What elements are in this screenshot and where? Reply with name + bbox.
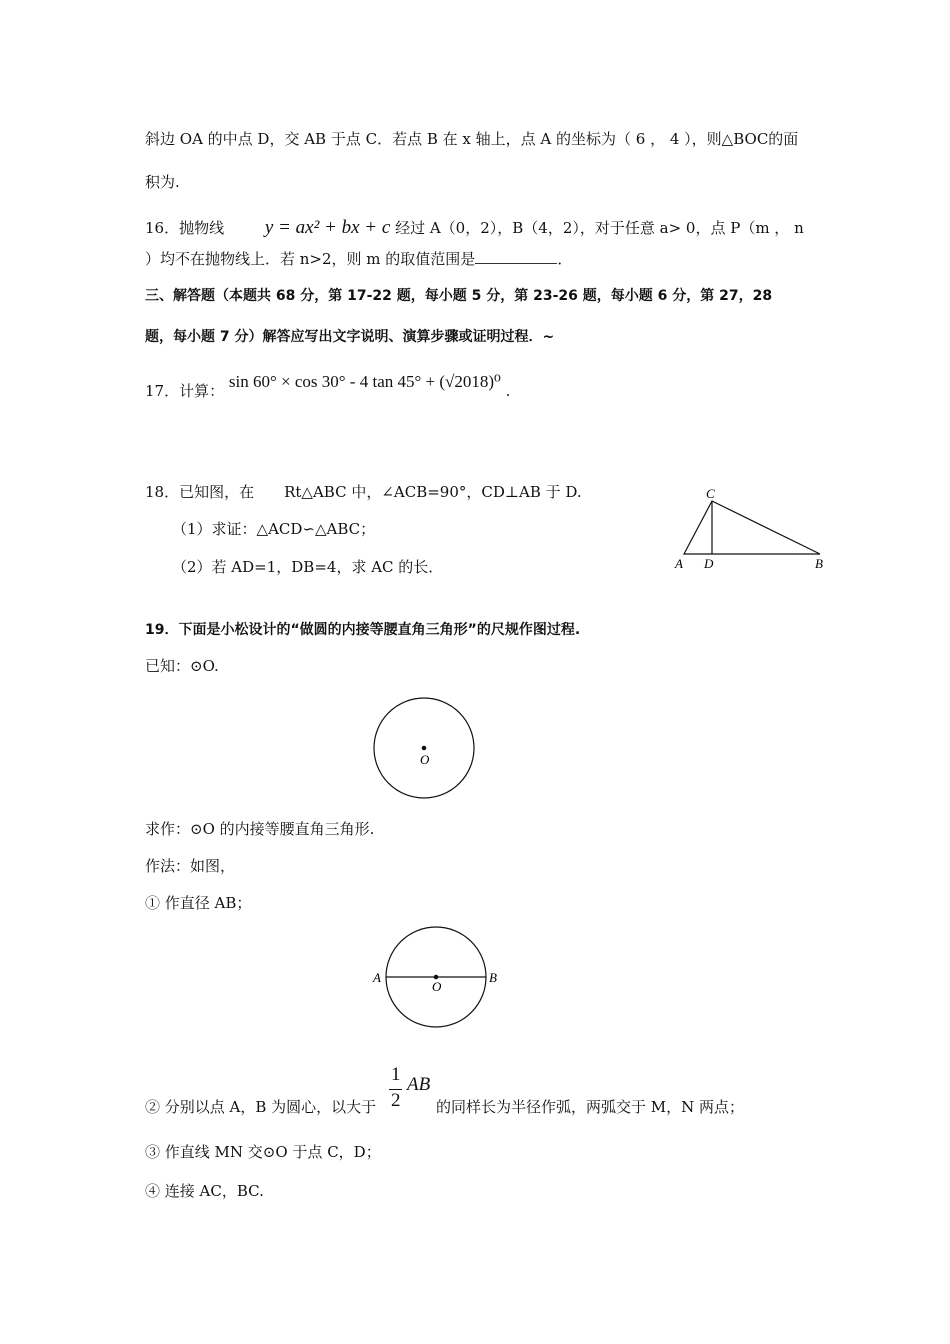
p19-method: 作法：如图， — [145, 857, 236, 875]
p16-line2 — [145, 248, 572, 269]
label-d: D — [704, 556, 714, 571]
fraction-denominator: 2 — [391, 1090, 401, 1111]
label-c: C — [706, 486, 715, 501]
label-a-2: A — [373, 970, 381, 985]
circle-o-figure — [370, 694, 480, 804]
label-b-2: B — [489, 970, 497, 985]
p18-stem: 18．已知图，在 Rt△ABC 中，∠ACB=90°，CD⊥AB 于 D. — [145, 483, 582, 501]
label-o: O — [420, 752, 430, 767]
section3-heading-line2: 题，每小题 7 分）解答应写出文字说明、演算步骤或证明过程．~ — [145, 329, 555, 345]
p19-step3: ③ 作直线 MN 交⊙O 于点 C，D； — [145, 1143, 381, 1161]
answer-blank — [475, 251, 557, 264]
p17-expression: sin 60° × cos 30° - 4 tan 45° + (√2018)⁰ — [228, 372, 501, 391]
p16-line2-end: ． — [557, 250, 573, 268]
p19-known: 已知：⊙O. — [145, 657, 219, 675]
p19-step2-pre: ② 分别以点 A，B 为圆心，以大于 — [145, 1098, 377, 1116]
p17-label: 17．计算： — [145, 382, 225, 400]
p16-number: 16．抛物线 — [145, 219, 225, 237]
p16-text: 经过 A（0，2），B（4，2），对于任意 a> 0，点 P（m ， n — [395, 219, 804, 237]
circle-diameter-figure — [368, 925, 508, 1035]
p19-task: 求作：⊙O 的内接等腰直角三角形. — [145, 820, 375, 838]
p16-line2-text: ）均不在抛物线上．若 n>2，则 m 的取值范围是 — [145, 250, 476, 268]
p19-step1: ① 作直径 AB； — [145, 894, 252, 912]
p19-step4: ④ 连接 AC，BC. — [145, 1182, 264, 1200]
center-point-o — [422, 746, 427, 751]
p16-line1 — [145, 217, 804, 239]
fraction-numerator: 1 — [391, 1064, 401, 1085]
label-b: B — [815, 556, 823, 571]
p17 — [145, 372, 511, 401]
triangle-abc — [684, 501, 820, 554]
triangle-abc-figure — [668, 484, 833, 574]
section3-heading-line1: 三、解答题（本题共 68 分，第 17-22 题，每小题 5 分，第 23-26 题，每小题 6 分，第 27，28 — [145, 288, 773, 304]
fraction-variable: AB — [407, 1074, 431, 1095]
label-o-2: O — [432, 979, 442, 994]
p19-step2-post: 的同样长为半径作弧，两弧交于 M，N 两点； — [436, 1098, 745, 1116]
p16-formula: y = ax² + bx + c — [264, 217, 391, 238]
p18-question-1: （1）求证：△ACD∽△ABC； — [172, 520, 376, 538]
label-a: A — [675, 556, 683, 571]
p19-title: 19．下面是小松设计的“做圆的内接等腰直角三角形”的尺规作图过程. — [145, 622, 581, 638]
p17-end: . — [505, 382, 511, 400]
p15-line2: 积为. — [145, 173, 180, 191]
p15-line1: 斜边 OA 的中点 D，交 AB 于点 C．若点 B 在 x 轴上，点 A 的坐标为（ 6 ， 4 ），则△BOC的面 — [145, 130, 799, 148]
p18-question-2: （2）若 AD=1，DB=4，求 AC 的长． — [172, 558, 444, 576]
